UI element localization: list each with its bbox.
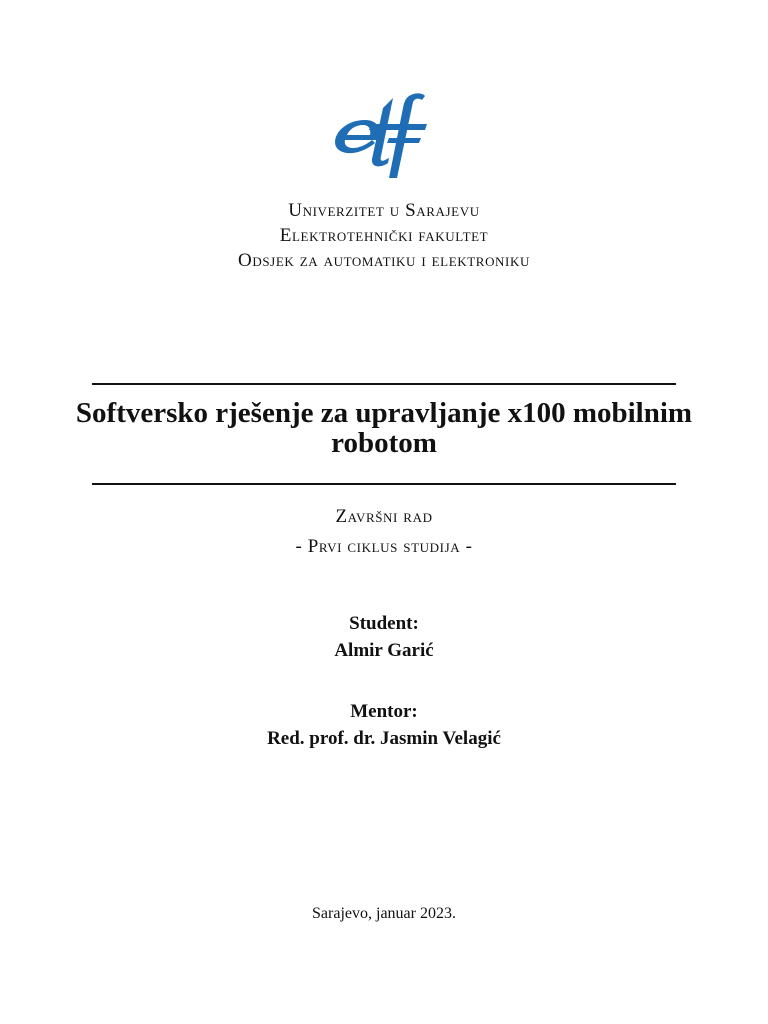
study-cycle: - Prvi ciklus studija - <box>295 536 473 557</box>
university-name: Univerzitet u Sarajevu <box>288 200 480 221</box>
title-rule-bottom <box>92 483 676 485</box>
institution-block <box>0 198 768 273</box>
faculty-name: Elektrotehnički fakultet <box>279 225 489 246</box>
student-name: Almir Garić <box>334 640 434 661</box>
title-rule-top <box>92 383 676 385</box>
mentor-block <box>0 698 768 752</box>
mentor-label: Mentor: <box>350 701 418 722</box>
thesis-type-block <box>0 502 768 562</box>
etf-logo-icon <box>331 90 431 182</box>
mentor-name: Red. prof. dr. Jasmin Velagić <box>267 728 501 749</box>
place-date: Sarajevo, januar 2023. <box>312 905 456 922</box>
thesis-title: Softversko rješenje za upravljanje x100 mobilnim robotom <box>75 397 693 459</box>
department-name: Odsjek za automatiku i elektroniku <box>238 250 530 271</box>
student-label: Student: <box>349 613 419 634</box>
thesis-type: Završni rad <box>335 506 433 527</box>
student-block <box>0 610 768 664</box>
